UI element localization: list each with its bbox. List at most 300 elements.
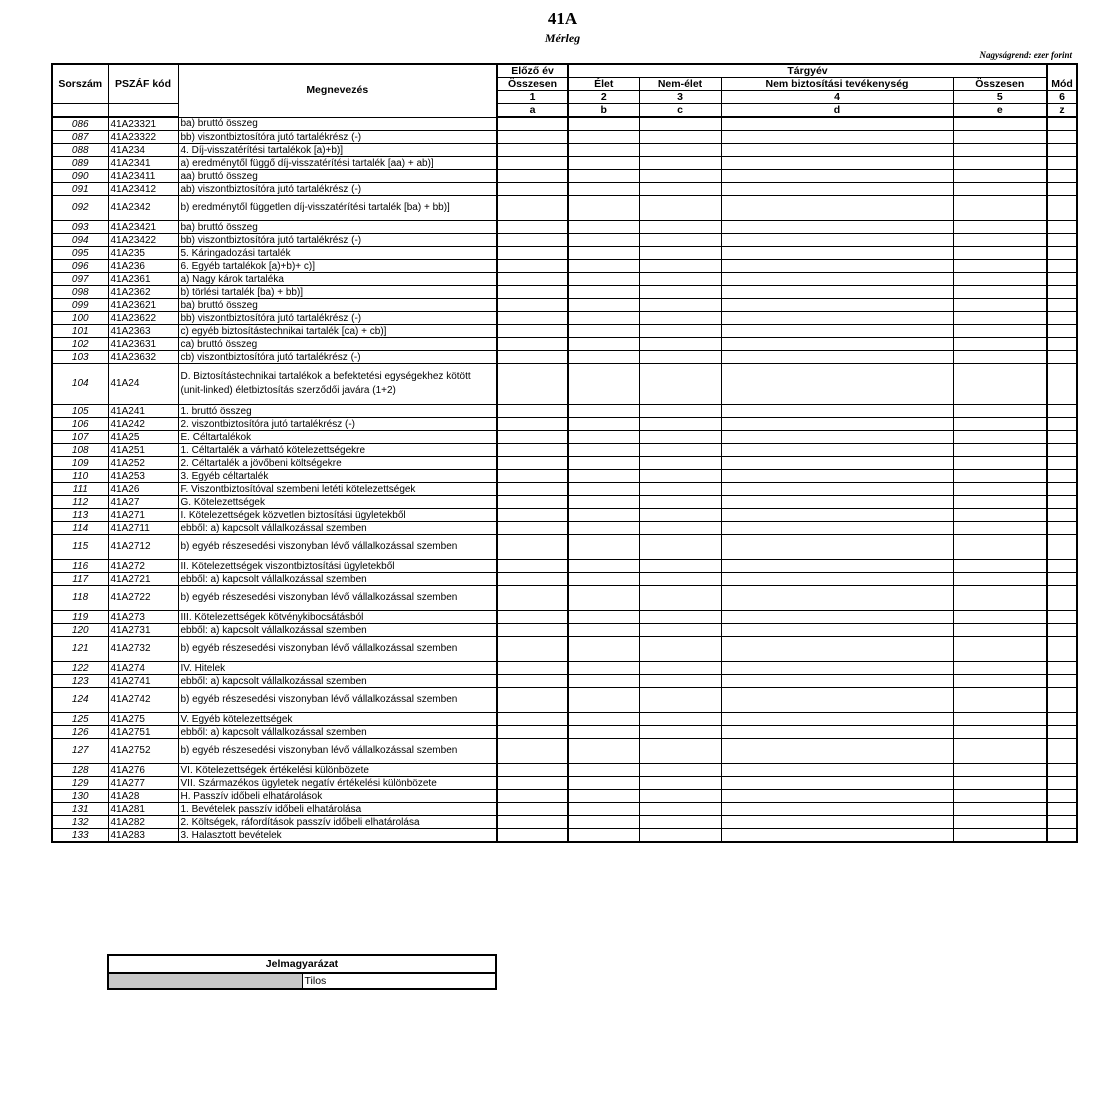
- cell-mod[interactable]: [1047, 560, 1077, 573]
- row-pszaf-kod: 41A2362: [108, 286, 178, 299]
- cell-osszesen[interactable]: [953, 286, 1047, 299]
- cell-elet[interactable]: [568, 418, 639, 431]
- cell-mod[interactable]: [1047, 509, 1077, 522]
- cell-nem-elet[interactable]: [639, 624, 721, 637]
- cell-elet[interactable]: [568, 457, 639, 470]
- cell-osszesen[interactable]: [953, 196, 1047, 221]
- cell-elozo-osszesen[interactable]: [497, 444, 568, 457]
- cell-elozo-osszesen[interactable]: [497, 144, 568, 157]
- cell-elozo-osszesen[interactable]: [497, 829, 568, 843]
- cell-mod[interactable]: [1047, 637, 1077, 662]
- cell-elet[interactable]: [568, 234, 639, 247]
- cell-elet[interactable]: [568, 522, 639, 535]
- cell-osszesen[interactable]: [953, 662, 1047, 675]
- cell-osszesen[interactable]: [953, 829, 1047, 843]
- cell-elet[interactable]: [568, 726, 639, 739]
- cell-elozo-osszesen[interactable]: [497, 535, 568, 560]
- cell-osszesen[interactable]: [953, 764, 1047, 777]
- cell-mod[interactable]: [1047, 790, 1077, 803]
- cell-mod[interactable]: [1047, 364, 1077, 405]
- cell-elet[interactable]: [568, 273, 639, 286]
- cell-nem-bizt[interactable]: [721, 816, 953, 829]
- cell-nem-elet[interactable]: [639, 470, 721, 483]
- cell-mod[interactable]: [1047, 431, 1077, 444]
- cell-elet[interactable]: [568, 496, 639, 509]
- cell-osszesen[interactable]: [953, 573, 1047, 586]
- cell-elet[interactable]: [568, 247, 639, 260]
- cell-nem-bizt[interactable]: [721, 483, 953, 496]
- cell-mod[interactable]: [1047, 286, 1077, 299]
- cell-elozo-osszesen[interactable]: [497, 325, 568, 338]
- cell-osszesen[interactable]: [953, 739, 1047, 764]
- cell-nem-bizt[interactable]: [721, 273, 953, 286]
- cell-nem-elet[interactable]: [639, 221, 721, 234]
- cell-osszesen[interactable]: [953, 405, 1047, 418]
- cell-nem-bizt[interactable]: [721, 790, 953, 803]
- cell-elet[interactable]: [568, 535, 639, 560]
- row-sorszam: 091: [52, 183, 108, 196]
- cell-elet[interactable]: [568, 739, 639, 764]
- cell-elozo-osszesen[interactable]: [497, 117, 568, 131]
- cell-nem-bizt[interactable]: [721, 522, 953, 535]
- cell-elozo-osszesen[interactable]: [497, 196, 568, 221]
- cell-mod[interactable]: [1047, 496, 1077, 509]
- cell-osszesen[interactable]: [953, 688, 1047, 713]
- cell-osszesen[interactable]: [953, 790, 1047, 803]
- cell-nem-elet[interactable]: [639, 247, 721, 260]
- cell-elozo-osszesen[interactable]: [497, 351, 568, 364]
- cell-elozo-osszesen[interactable]: [497, 816, 568, 829]
- cell-mod[interactable]: [1047, 234, 1077, 247]
- cell-nem-bizt[interactable]: [721, 196, 953, 221]
- cell-elozo-osszesen[interactable]: [497, 234, 568, 247]
- cell-osszesen[interactable]: [953, 483, 1047, 496]
- cell-elet[interactable]: [568, 405, 639, 418]
- cell-elet[interactable]: [568, 351, 639, 364]
- cell-elet[interactable]: [568, 790, 639, 803]
- cell-elet[interactable]: [568, 573, 639, 586]
- cell-nem-elet[interactable]: [639, 273, 721, 286]
- cell-nem-bizt[interactable]: [721, 829, 953, 843]
- cell-nem-bizt[interactable]: [721, 144, 953, 157]
- cell-elozo-osszesen[interactable]: [497, 509, 568, 522]
- cell-nem-elet[interactable]: [639, 586, 721, 611]
- cell-osszesen[interactable]: [953, 312, 1047, 325]
- cell-nem-bizt[interactable]: [721, 170, 953, 183]
- cell-mod[interactable]: [1047, 351, 1077, 364]
- cell-osszesen[interactable]: [953, 586, 1047, 611]
- cell-nem-elet[interactable]: [639, 637, 721, 662]
- cell-osszesen[interactable]: [953, 611, 1047, 624]
- cell-nem-bizt[interactable]: [721, 803, 953, 816]
- cell-elozo-osszesen[interactable]: [497, 777, 568, 790]
- cell-mod[interactable]: [1047, 803, 1077, 816]
- cell-elozo-osszesen[interactable]: [497, 286, 568, 299]
- cell-elozo-osszesen[interactable]: [497, 713, 568, 726]
- cell-elozo-osszesen[interactable]: [497, 183, 568, 196]
- cell-mod[interactable]: [1047, 522, 1077, 535]
- cell-mod[interactable]: [1047, 221, 1077, 234]
- cell-nem-elet[interactable]: [639, 522, 721, 535]
- cell-osszesen[interactable]: [953, 247, 1047, 260]
- cell-nem-elet[interactable]: [639, 713, 721, 726]
- cell-elet[interactable]: [568, 196, 639, 221]
- cell-mod[interactable]: [1047, 457, 1077, 470]
- cell-elet[interactable]: [568, 560, 639, 573]
- cell-mod[interactable]: [1047, 470, 1077, 483]
- cell-elozo-osszesen[interactable]: [497, 221, 568, 234]
- cell-nem-elet[interactable]: [639, 496, 721, 509]
- cell-osszesen[interactable]: [953, 637, 1047, 662]
- cell-elet[interactable]: [568, 764, 639, 777]
- cell-nem-bizt[interactable]: [721, 726, 953, 739]
- cell-mod[interactable]: [1047, 338, 1077, 351]
- cell-mod[interactable]: [1047, 444, 1077, 457]
- cell-elet[interactable]: [568, 662, 639, 675]
- cell-nem-elet[interactable]: [639, 803, 721, 816]
- cell-nem-bizt[interactable]: [721, 739, 953, 764]
- cell-elet[interactable]: [568, 483, 639, 496]
- cell-elozo-osszesen[interactable]: [497, 457, 568, 470]
- cell-nem-elet[interactable]: [639, 509, 721, 522]
- row-sorszam: 092: [52, 196, 108, 221]
- cell-nem-bizt[interactable]: [721, 624, 953, 637]
- cell-nem-bizt[interactable]: [721, 777, 953, 790]
- cell-mod[interactable]: [1047, 144, 1077, 157]
- cell-nem-bizt[interactable]: [721, 764, 953, 777]
- cell-mod[interactable]: [1047, 196, 1077, 221]
- cell-osszesen[interactable]: [953, 675, 1047, 688]
- cell-mod[interactable]: [1047, 131, 1077, 144]
- cell-nem-elet[interactable]: [639, 299, 721, 312]
- cell-elet[interactable]: [568, 829, 639, 843]
- cell-osszesen[interactable]: [953, 470, 1047, 483]
- cell-nem-elet[interactable]: [639, 483, 721, 496]
- cell-elet[interactable]: [568, 586, 639, 611]
- table-row: [52, 816, 1077, 829]
- table-row: [52, 764, 1077, 777]
- cell-elet[interactable]: [568, 183, 639, 196]
- cell-nem-elet[interactable]: [639, 777, 721, 790]
- cell-elet[interactable]: [568, 470, 639, 483]
- cell-nem-elet[interactable]: [639, 611, 721, 624]
- cell-nem-elet[interactable]: [639, 260, 721, 273]
- cell-nem-elet[interactable]: [639, 662, 721, 675]
- cell-nem-bizt[interactable]: [721, 637, 953, 662]
- cell-elozo-osszesen[interactable]: [497, 560, 568, 573]
- cell-osszesen[interactable]: [953, 131, 1047, 144]
- cell-nem-elet[interactable]: [639, 816, 721, 829]
- cell-mod[interactable]: [1047, 247, 1077, 260]
- cell-elozo-osszesen[interactable]: [497, 483, 568, 496]
- cell-mod[interactable]: [1047, 183, 1077, 196]
- cell-mod[interactable]: [1047, 299, 1077, 312]
- cell-nem-bizt[interactable]: [721, 351, 953, 364]
- cell-elozo-osszesen[interactable]: [497, 364, 568, 405]
- cell-elet[interactable]: [568, 816, 639, 829]
- cell-mod[interactable]: [1047, 535, 1077, 560]
- cell-nem-bizt[interactable]: [721, 405, 953, 418]
- cell-nem-elet[interactable]: [639, 338, 721, 351]
- cell-mod[interactable]: [1047, 260, 1077, 273]
- cell-mod[interactable]: [1047, 573, 1077, 586]
- cell-nem-bizt[interactable]: [721, 131, 953, 144]
- cell-osszesen[interactable]: [953, 221, 1047, 234]
- cell-osszesen[interactable]: [953, 496, 1047, 509]
- cell-nem-elet[interactable]: [639, 196, 721, 221]
- cell-elet[interactable]: [568, 312, 639, 325]
- cell-nem-bizt[interactable]: [721, 431, 953, 444]
- cell-nem-elet[interactable]: [639, 131, 721, 144]
- cell-osszesen[interactable]: [953, 444, 1047, 457]
- cell-osszesen[interactable]: [953, 457, 1047, 470]
- cell-osszesen[interactable]: [953, 803, 1047, 816]
- cell-elozo-osszesen[interactable]: [497, 470, 568, 483]
- cell-elet[interactable]: [568, 157, 639, 170]
- cell-nem-elet[interactable]: [639, 144, 721, 157]
- cell-mod[interactable]: [1047, 405, 1077, 418]
- cell-nem-bizt[interactable]: [721, 457, 953, 470]
- row-megnevezes: c) egyéb biztosítástechnikai tartalék [ca) + cb)]: [178, 325, 497, 338]
- cell-elet[interactable]: [568, 611, 639, 624]
- cell-mod[interactable]: [1047, 624, 1077, 637]
- cell-elozo-osszesen[interactable]: [497, 739, 568, 764]
- cell-mod[interactable]: [1047, 816, 1077, 829]
- cell-elet[interactable]: [568, 260, 639, 273]
- cell-mod[interactable]: [1047, 157, 1077, 170]
- cell-elozo-osszesen[interactable]: [497, 803, 568, 816]
- cell-elozo-osszesen[interactable]: [497, 312, 568, 325]
- cell-osszesen[interactable]: [953, 157, 1047, 170]
- cell-elet[interactable]: [568, 286, 639, 299]
- cell-osszesen[interactable]: [953, 260, 1047, 273]
- cell-elozo-osszesen[interactable]: [497, 157, 568, 170]
- cell-elet[interactable]: [568, 713, 639, 726]
- cell-elozo-osszesen[interactable]: [497, 688, 568, 713]
- cell-elozo-osszesen[interactable]: [497, 496, 568, 509]
- cell-elozo-osszesen[interactable]: [497, 624, 568, 637]
- cell-elet[interactable]: [568, 338, 639, 351]
- unit-note: Nagyságrend: ezer forint: [979, 50, 1072, 60]
- cell-elet[interactable]: [568, 624, 639, 637]
- col-letter-e: e: [953, 104, 1047, 118]
- cell-elozo-osszesen[interactable]: [497, 273, 568, 286]
- cell-nem-elet[interactable]: [639, 405, 721, 418]
- table-row: [52, 522, 1077, 535]
- cell-elozo-osszesen[interactable]: [497, 405, 568, 418]
- cell-nem-elet[interactable]: [639, 675, 721, 688]
- cell-elet[interactable]: [568, 803, 639, 816]
- cell-nem-elet[interactable]: [639, 444, 721, 457]
- cell-nem-elet[interactable]: [639, 739, 721, 764]
- cell-nem-bizt[interactable]: [721, 325, 953, 338]
- cell-elet[interactable]: [568, 431, 639, 444]
- cell-nem-bizt[interactable]: [721, 470, 953, 483]
- cell-nem-bizt[interactable]: [721, 662, 953, 675]
- cell-mod[interactable]: [1047, 777, 1077, 790]
- cell-elet[interactable]: [568, 325, 639, 338]
- cell-elozo-osszesen[interactable]: [497, 247, 568, 260]
- cell-nem-bizt[interactable]: [721, 221, 953, 234]
- cell-mod[interactable]: [1047, 312, 1077, 325]
- cell-osszesen[interactable]: [953, 299, 1047, 312]
- cell-nem-bizt[interactable]: [721, 675, 953, 688]
- cell-nem-elet[interactable]: [639, 183, 721, 196]
- cell-nem-bizt[interactable]: [721, 573, 953, 586]
- cell-elet[interactable]: [568, 299, 639, 312]
- cell-nem-bizt[interactable]: [721, 560, 953, 573]
- cell-mod[interactable]: [1047, 611, 1077, 624]
- cell-mod[interactable]: [1047, 713, 1077, 726]
- cell-elet[interactable]: [568, 688, 639, 713]
- cell-nem-elet[interactable]: [639, 573, 721, 586]
- cell-elozo-osszesen[interactable]: [497, 662, 568, 675]
- cell-osszesen[interactable]: [953, 144, 1047, 157]
- cell-nem-elet[interactable]: [639, 325, 721, 338]
- cell-nem-bizt[interactable]: [721, 299, 953, 312]
- cell-elet[interactable]: [568, 509, 639, 522]
- cell-nem-bizt[interactable]: [721, 586, 953, 611]
- cell-nem-elet[interactable]: [639, 535, 721, 560]
- cell-nem-bizt[interactable]: [721, 444, 953, 457]
- cell-mod[interactable]: [1047, 325, 1077, 338]
- cell-nem-elet[interactable]: [639, 170, 721, 183]
- cell-nem-bizt[interactable]: [721, 364, 953, 405]
- cell-elozo-osszesen[interactable]: [497, 522, 568, 535]
- cell-osszesen[interactable]: [953, 351, 1047, 364]
- cell-mod[interactable]: [1047, 662, 1077, 675]
- cell-mod[interactable]: [1047, 273, 1077, 286]
- cell-mod[interactable]: [1047, 675, 1077, 688]
- cell-elet[interactable]: [568, 777, 639, 790]
- cell-nem-bizt[interactable]: [721, 157, 953, 170]
- cell-elet[interactable]: [568, 131, 639, 144]
- cell-elozo-osszesen[interactable]: [497, 131, 568, 144]
- cell-osszesen[interactable]: [953, 777, 1047, 790]
- cell-elet[interactable]: [568, 364, 639, 405]
- cell-mod[interactable]: [1047, 764, 1077, 777]
- cell-elet[interactable]: [568, 444, 639, 457]
- cell-nem-bizt[interactable]: [721, 183, 953, 196]
- cell-osszesen[interactable]: [953, 713, 1047, 726]
- cell-osszesen[interactable]: [953, 170, 1047, 183]
- cell-mod[interactable]: [1047, 688, 1077, 713]
- cell-nem-elet[interactable]: [639, 351, 721, 364]
- cell-nem-elet[interactable]: [639, 829, 721, 843]
- cell-elozo-osszesen[interactable]: [497, 790, 568, 803]
- cell-mod[interactable]: [1047, 483, 1077, 496]
- cell-nem-bizt[interactable]: [721, 260, 953, 273]
- cell-nem-elet[interactable]: [639, 431, 721, 444]
- cell-nem-bizt[interactable]: [721, 509, 953, 522]
- cell-elet[interactable]: [568, 117, 639, 131]
- cell-elozo-osszesen[interactable]: [497, 170, 568, 183]
- cell-osszesen[interactable]: [953, 183, 1047, 196]
- cell-elozo-osszesen[interactable]: [497, 764, 568, 777]
- cell-mod[interactable]: [1047, 739, 1077, 764]
- cell-osszesen[interactable]: [953, 325, 1047, 338]
- cell-elozo-osszesen[interactable]: [497, 431, 568, 444]
- cell-nem-bizt[interactable]: [721, 247, 953, 260]
- row-sorszam: 097: [52, 273, 108, 286]
- row-megnevezes: 6. Egyéb tartalékok [a)+b)+ c)]: [178, 260, 497, 273]
- cell-osszesen[interactable]: [953, 560, 1047, 573]
- cell-mod[interactable]: [1047, 170, 1077, 183]
- cell-osszesen[interactable]: [953, 431, 1047, 444]
- cell-osszesen[interactable]: [953, 522, 1047, 535]
- cell-osszesen[interactable]: [953, 726, 1047, 739]
- cell-elozo-osszesen[interactable]: [497, 675, 568, 688]
- cell-osszesen[interactable]: [953, 364, 1047, 405]
- cell-osszesen[interactable]: [953, 234, 1047, 247]
- cell-nem-elet[interactable]: [639, 688, 721, 713]
- col-number-3: 3: [639, 91, 721, 104]
- cell-mod[interactable]: [1047, 726, 1077, 739]
- cell-nem-elet[interactable]: [639, 234, 721, 247]
- cell-osszesen[interactable]: [953, 338, 1047, 351]
- cell-nem-elet[interactable]: [639, 457, 721, 470]
- cell-mod[interactable]: [1047, 418, 1077, 431]
- cell-nem-elet[interactable]: [639, 312, 721, 325]
- cell-elet[interactable]: [568, 144, 639, 157]
- cell-elozo-osszesen[interactable]: [497, 260, 568, 273]
- cell-osszesen[interactable]: [953, 117, 1047, 131]
- cell-elet[interactable]: [568, 170, 639, 183]
- cell-mod[interactable]: [1047, 117, 1077, 131]
- cell-mod[interactable]: [1047, 829, 1077, 843]
- cell-nem-elet[interactable]: [639, 157, 721, 170]
- cell-osszesen[interactable]: [953, 418, 1047, 431]
- cell-osszesen[interactable]: [953, 509, 1047, 522]
- cell-elozo-osszesen[interactable]: [497, 418, 568, 431]
- cell-mod[interactable]: [1047, 586, 1077, 611]
- cell-nem-elet[interactable]: [639, 286, 721, 299]
- cell-nem-elet[interactable]: [639, 764, 721, 777]
- cell-osszesen[interactable]: [953, 273, 1047, 286]
- cell-elozo-osszesen[interactable]: [497, 637, 568, 662]
- cell-elozo-osszesen[interactable]: [497, 726, 568, 739]
- cell-elozo-osszesen[interactable]: [497, 573, 568, 586]
- cell-nem-elet[interactable]: [639, 418, 721, 431]
- cell-nem-elet[interactable]: [639, 790, 721, 803]
- cell-nem-bizt[interactable]: [721, 418, 953, 431]
- cell-osszesen[interactable]: [953, 535, 1047, 560]
- cell-nem-bizt[interactable]: [721, 713, 953, 726]
- cell-osszesen[interactable]: [953, 624, 1047, 637]
- cell-elozo-osszesen[interactable]: [497, 586, 568, 611]
- cell-nem-elet[interactable]: [639, 726, 721, 739]
- cell-nem-elet[interactable]: [639, 364, 721, 405]
- cell-nem-bizt[interactable]: [721, 688, 953, 713]
- cell-nem-bizt[interactable]: [721, 611, 953, 624]
- cell-nem-bizt[interactable]: [721, 234, 953, 247]
- cell-elet[interactable]: [568, 675, 639, 688]
- cell-nem-bizt[interactable]: [721, 117, 953, 131]
- cell-osszesen[interactable]: [953, 816, 1047, 829]
- cell-nem-bizt[interactable]: [721, 312, 953, 325]
- cell-nem-bizt[interactable]: [721, 286, 953, 299]
- cell-nem-bizt[interactable]: [721, 496, 953, 509]
- cell-elozo-osszesen[interactable]: [497, 611, 568, 624]
- cell-elet[interactable]: [568, 221, 639, 234]
- cell-elozo-osszesen[interactable]: [497, 338, 568, 351]
- cell-nem-elet[interactable]: [639, 117, 721, 131]
- cell-nem-bizt[interactable]: [721, 338, 953, 351]
- cell-elozo-osszesen[interactable]: [497, 299, 568, 312]
- cell-nem-bizt[interactable]: [721, 535, 953, 560]
- cell-nem-elet[interactable]: [639, 560, 721, 573]
- cell-elet[interactable]: [568, 637, 639, 662]
